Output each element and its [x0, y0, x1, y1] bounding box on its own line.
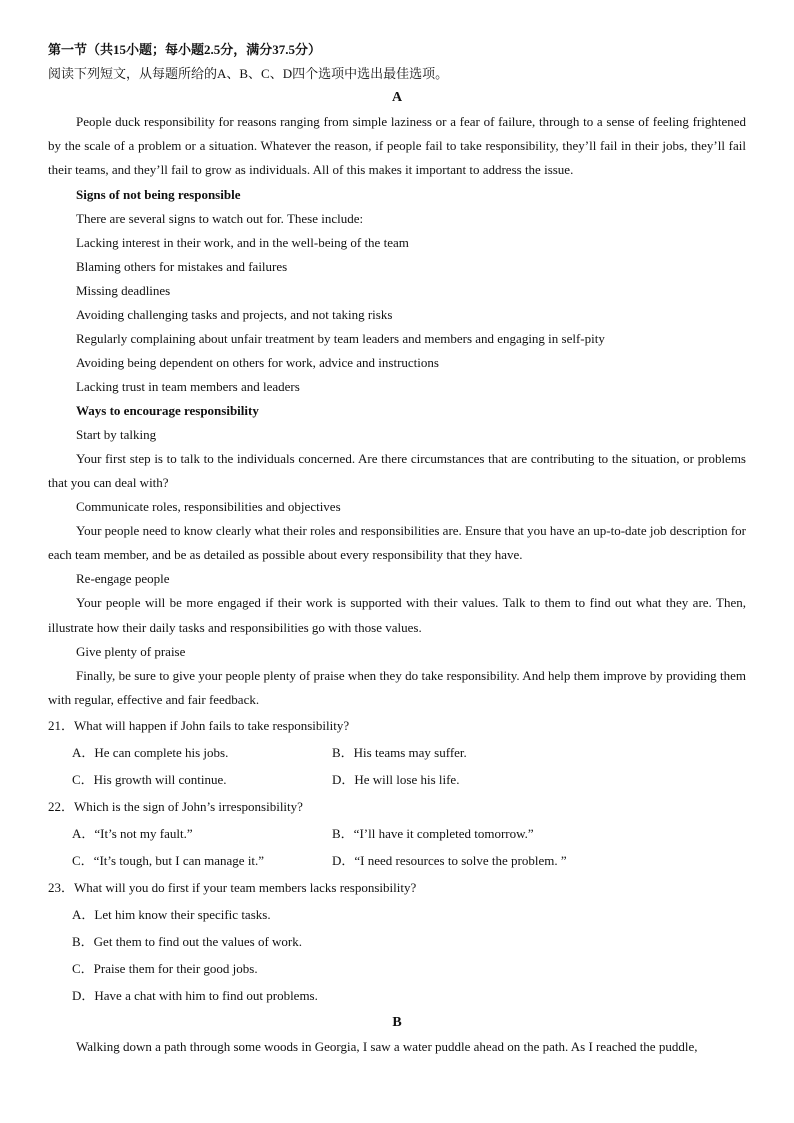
passage-b-intro: Walking down a path through some woods in Georgia, I saw a water puddle ahead on the path. As I reached the puddle,: [76, 1039, 698, 1055]
section-instruction: 阅读下列短文，从每题所给的A、B、C、D四个选项中选出最佳选项。: [48, 66, 449, 81]
sign-item: Lacking interest in their work, and in the well-being of the team: [76, 234, 409, 250]
sign-item: Blaming others for mistakes and failures: [76, 258, 288, 274]
option-d[interactable]: D．“I need resources to solve the problem. ”: [332, 853, 567, 869]
way-text: Finally, be sure to give your people plenty of praise when they do take responsibility. And help them improve by providing them with regular, effective and fair feedback.: [48, 667, 746, 708]
sign-item: Missing deadlines: [76, 282, 171, 298]
option-a[interactable]: A．He can complete his jobs.: [72, 745, 229, 761]
signs-heading: Signs of not being responsible: [76, 186, 241, 202]
passage-a-intro: People duck responsibility for reasons ranging from simple laziness or a fear of failure, through to a sense of feeling frightened by the scale of a problem or a situation. Whatever the reason, if people fail to take responsibility, they’ll fail in their jobs, they’ll fail their teams, and they’ll fail to grow as individuals. All of this makes it important to address the issue.: [48, 114, 746, 178]
sign-item: Lacking trust in team members and leaders: [76, 378, 300, 394]
option-b[interactable]: B．His teams may suffer.: [332, 745, 467, 761]
option-a[interactable]: A．“It’s not my fault.”: [72, 826, 193, 842]
question-21-options-row2: [48, 766, 746, 793]
option-b[interactable]: B．“I’ll have it completed tomorrow.”: [332, 826, 534, 842]
question-22-options-row2: [48, 847, 746, 874]
way-text: Your people will be more engaged if their work is supported with their values. Talk to them to find out what they are. Then, illustrate how their daily tasks and responsibilities go with those values.: [48, 595, 746, 635]
way-title: Re-engage people: [76, 571, 170, 587]
option-c[interactable]: C．Praise them for their good jobs.: [72, 961, 258, 977]
way-title: Start by talking: [76, 426, 157, 442]
ways-heading: Ways to encourage responsibility: [76, 402, 259, 418]
sign-item: Avoiding being dependent on others for work, advice and instructions: [76, 354, 439, 370]
question-21-stem: 21．What will happen if John fails to take responsibility?: [48, 718, 350, 734]
option-c[interactable]: C．“It’s tough, but I can manage it.”: [72, 853, 265, 869]
option-d[interactable]: D．He will lose his life.: [332, 772, 460, 788]
question-22-options-row1: [48, 820, 746, 847]
option-b[interactable]: B．Get them to find out the values of work.: [72, 934, 302, 950]
sign-item: Regularly complaining about unfair treatment by team leaders and members and engaging in self-pity: [76, 330, 605, 346]
sign-item: Avoiding challenging tasks and projects, and not taking risks: [76, 306, 393, 322]
exam-page: [48, 38, 746, 1059]
passage-a-letter: A: [391, 90, 403, 105]
question-23-stem: 23．What will you do first if your team members lacks responsibility?: [48, 880, 417, 896]
question-21-options-row1: [48, 739, 746, 766]
option-a[interactable]: A．Let him know their specific tasks.: [72, 907, 271, 923]
option-c[interactable]: C．His growth will continue.: [72, 772, 227, 788]
passage-b-letter: B: [392, 1015, 402, 1031]
signs-lead: There are several signs to watch out for. These include:: [76, 210, 364, 226]
way-title: Communicate roles, responsibilities and objectives: [76, 499, 341, 515]
question-22-stem: 22．Which is the sign of John’s irresponsibility?: [48, 799, 303, 815]
option-d[interactable]: D．Have a chat with him to find out problems.: [72, 988, 318, 1004]
way-text: Your first step is to talk to the individuals concerned. Are there circumstances that are contributing to the situation, or problems that you can deal with?: [48, 450, 746, 490]
section-header: 第一节（共15小题；每小题2.5分，满分37.5分）: [48, 42, 322, 57]
way-text: Your people need to know clearly what their roles and responsibilities are. Ensure that you have an up-to-date job description for each team member, and be as detailed as possible about every responsibility that they have.: [48, 523, 746, 563]
way-title: Give plenty of praise: [76, 643, 186, 659]
